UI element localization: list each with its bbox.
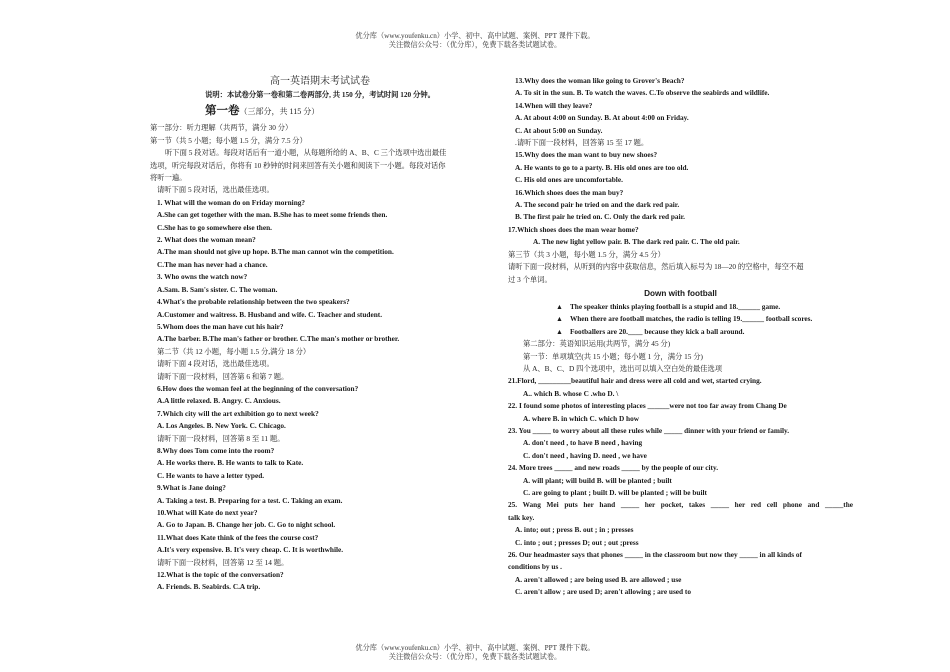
question-10: 10.What will Kate do next year? — [157, 508, 258, 517]
question-22-options: A. where B. in which C. which D how — [523, 413, 640, 423]
question-14-options: C. At about 5:00 on Sunday. — [515, 125, 603, 135]
question-1-options: A.She can get together with the man. B.She has to meet some friends then. — [157, 210, 388, 220]
header-line-1: 优分库（www.youfenku.cn）小学、初中、高中试题、案例、PPT 课件下载。 — [355, 32, 595, 40]
question-6-options: A.A little relaxed. B. Angry. C. Anxious. — [157, 396, 281, 406]
triangle-bullet-icon: ▲ — [556, 302, 563, 311]
question-3-options: A.Sam. B. Sam's sister. C. The woman. — [157, 284, 278, 294]
instructions-line: 听下面 5 段对话。每段对话后有一道小题，从每题所给的 A、B、C 三个选项中选出最佳 — [165, 148, 447, 158]
question-6: 6.How does the woman feel at the beginning of the conversation? — [157, 383, 359, 393]
question-16: 16.Which shoes does the man buy? — [515, 187, 624, 197]
left-column — [150, 75, 490, 594]
question-17-options: A. The new light yellow pair. B. The dark red pair. C. The old pair. — [533, 237, 740, 247]
section-2-heading: 第二节（共 12 小题，每小题 1.5 分,满分 18 分） — [157, 346, 311, 356]
section-1-heading: 第一节（共 5 小题；每小题 1.5 分，满分 7.5 分） — [150, 135, 307, 145]
question-10-options: A. Go to Japan. B. Change her job. C. Go to night school. — [157, 520, 336, 530]
triangle-bullet-icon: ▲ — [556, 327, 563, 336]
section-3-heading: 第三节（共 3 小题，每小题 1.5 分，满分 4.5 分） — [508, 249, 665, 259]
instructions-line: 从 A、B、C、D 四个选项中，选出可以填入空白处的最佳选项 — [523, 363, 723, 373]
instructions-line: 请听下面一段材料，从听到的内容中获取信息，然后填入标号为 18—20 的空格中，每空不超 — [508, 262, 804, 272]
page-footer — [0, 644, 950, 662]
part-2-heading: 第二部分：英语知识运用(共两节，满分 45 分) — [523, 339, 671, 349]
question-25-continued: talk key. — [508, 512, 535, 522]
instructions-line: 请听下面 5 段对话，选出最佳选项。 — [157, 185, 274, 195]
question-13-options: A. To sit in the sun. B. To watch the waves. C.To observe the seabirds and wildlife. — [515, 88, 770, 98]
question-4-options: A.Customer and waitress. B. Husband and wife. C. Teacher and student. — [157, 309, 383, 319]
question-11: 11.What does Kate think of the fees the course cost? — [157, 532, 319, 542]
instructions-line: 过 3 个单词。 — [508, 274, 552, 284]
question-14: 14.When will they leave? — [515, 100, 593, 110]
instructions-line: 请听下面一段材料，回答第 8 至 11 题。 — [157, 433, 285, 443]
question-15-options: A. He wants to go to a party. B. His old ones are too old. — [515, 162, 689, 172]
question-8-options: A. He works there. B. He wants to talk to Kate. — [157, 458, 304, 468]
blank-item-text: Footballers are 20.____ because they kick a ball around. — [569, 326, 745, 336]
question-7-options: A. Los Angeles. B. New York. C. Chicago. — [157, 421, 286, 431]
instructions-line: .请听下面一段材料，回答第 15 至 17 题。 — [515, 138, 649, 148]
right-column — [508, 75, 853, 599]
part-1-heading: 第一部分：听力理解（共两节，满分 30 分） — [150, 123, 293, 133]
question-24-options: A. will plant; will build B. will be planted ; built — [523, 475, 672, 485]
question-11-options: A.It's very expensive. B. It's very cheap. C. It is worthwhile. — [157, 545, 344, 555]
question-25: 25. Wang Mei puts her hand _____ her pocket, takes _____ her red cell phone and _____the — [508, 500, 853, 510]
question-22: 22. I found some photos of interesting places ______were not too far away from Chang De — [508, 401, 787, 411]
question-1-options: C.She has to go somewhere else then. — [157, 222, 272, 232]
question-12-options: A. Friends. B. Seabirds. C.A trip. — [157, 582, 261, 592]
volume-1-note: （三部分，共 115 分） — [239, 107, 320, 117]
question-12: 12.What is the topic of the conversation? — [157, 570, 284, 580]
blank-item-20 — [508, 326, 853, 338]
exam-note: 说明：本试卷分第一卷和第二卷两部分, 共 150 分，考试时间 120 分钟。 — [205, 90, 435, 99]
instructions-line: 请听下面一段材料，回答第 12 至 14 题。 — [157, 557, 289, 567]
question-2: 2. What does the woman mean? — [157, 235, 256, 245]
question-2-options: C.The man has never had a chance. — [157, 259, 268, 269]
question-9: 9.What is Jane doing? — [157, 483, 226, 493]
passage-title: Down with football — [644, 288, 717, 298]
question-21-options: A.. which B. whose C .who D. \ — [523, 388, 619, 398]
footer-line-2: 关注微信公众号：（优分库），免费下载各类试题试卷。 — [388, 653, 562, 661]
question-23-options: A. don't need , to have B need , having — [523, 438, 643, 448]
question-26: 26. Our headmaster says that phones _____ in the classroom but now they _____ in all kinds of — [508, 550, 802, 560]
volume-1-label: 第一卷 — [205, 105, 240, 118]
section-4-heading: 第一节：单项填空(共 15 小题；每小题 1 分，满分 15 分) — [523, 351, 703, 361]
instructions-line: 请听下面一段材料，回答第 6 和第 7 题。 — [157, 371, 289, 381]
question-15-options: C. His old ones are uncomfortable. — [515, 175, 623, 185]
question-14-options: A. At about 4:00 on Sunday. B. At about 4:00 on Friday. — [515, 113, 689, 123]
question-25-options: A. into; out ; press B. out ; in ; presses — [515, 525, 634, 535]
question-2-options: A.The man should not give up hope. B.The man cannot win the competition. — [157, 247, 394, 257]
question-3: 3. Who owns the watch now? — [157, 272, 248, 282]
footer-line-1: 优分库（www.youfenku.cn）小学、初中、高中试题、案例、PPT 课件下载。 — [355, 644, 595, 652]
instructions-line: 选项，听完每段对话后，你将有 10 秒钟的时间来回答有关小题和阅读下一小题。每段对话你 — [150, 160, 446, 170]
question-5: 5.Whom does the man have cut his hair? — [157, 321, 284, 331]
question-8-options: C. He wants to have a letter typed. — [157, 470, 265, 480]
question-1: 1. What will the woman do on Friday morning? — [157, 197, 306, 207]
question-26-options: C. aren't allow ; are used D; aren't allowing ; are used to — [515, 587, 691, 597]
triangle-bullet-icon: ▲ — [556, 315, 563, 324]
blank-item-18 — [508, 301, 853, 313]
question-16-options: A. The second pair he tried on and the dark red pair. — [515, 200, 680, 210]
question-24: 24. More trees _____ and new roads _____ by the people of our city. — [508, 463, 719, 473]
volume-1-heading — [205, 101, 490, 122]
blank-item-19 — [508, 313, 853, 325]
question-4: 4.What's the probable relationship between the two speakers? — [157, 297, 350, 307]
question-16-options: B. The first pair he tried on. C. Only the dark red pair. — [515, 212, 686, 222]
question-24-options: C. are going to plant ; built D. will be planted ; will be built — [523, 488, 707, 497]
question-21: 21.Flord, _________beautiful hair and dress were all cold and wet, started crying. — [508, 376, 762, 386]
question-25-options: C. into ; out ; presses D; out ; out ;press — [515, 537, 639, 547]
header-line-2: 关注微信公众号：（优分库），免费下载各类试题试卷。 — [388, 41, 562, 49]
question-5-options: A.The barber. B.The man's father or brother. C.The man's mother or brother. — [157, 334, 400, 344]
instructions-line: 请听下面 4 段对话，选出最佳选项。 — [157, 359, 274, 369]
question-23: 23. You _____ to worry about all these rules while _____ dinner with your friend or family. — [508, 425, 790, 435]
question-9-options: A. Taking a test. B. Preparing for a test. C. Taking an exam. — [157, 495, 343, 505]
question-8: 8.Why does Tom come into the room? — [157, 445, 275, 455]
question-26-continued: conditions by us . — [508, 562, 562, 572]
question-13: 13.Why does the woman like going to Grover's Beach? — [515, 76, 685, 85]
instructions-line: 将听一遍。 — [150, 173, 187, 183]
question-17: 17.Which shoes does the man wear home? — [508, 224, 639, 234]
question-7: 7.Which city will the art exhibition go to next week? — [157, 408, 319, 418]
question-26-options: A. aren't allowed ; are being used B. are allowed ; use — [515, 574, 682, 584]
page-header — [0, 32, 950, 50]
blank-item-text: When there are football matches, the radio is telling 19.______ football scores. — [569, 314, 813, 324]
exam-title: 高一英语期末考试试卷 — [270, 76, 370, 87]
blank-item-text: The speaker thinks playing football is a stupid and 18.______ game. — [569, 301, 781, 311]
question-15: 15.Why does the man want to buy new shoes? — [515, 150, 658, 160]
question-23-options: C. don't need , having D. need , we have — [523, 450, 647, 460]
